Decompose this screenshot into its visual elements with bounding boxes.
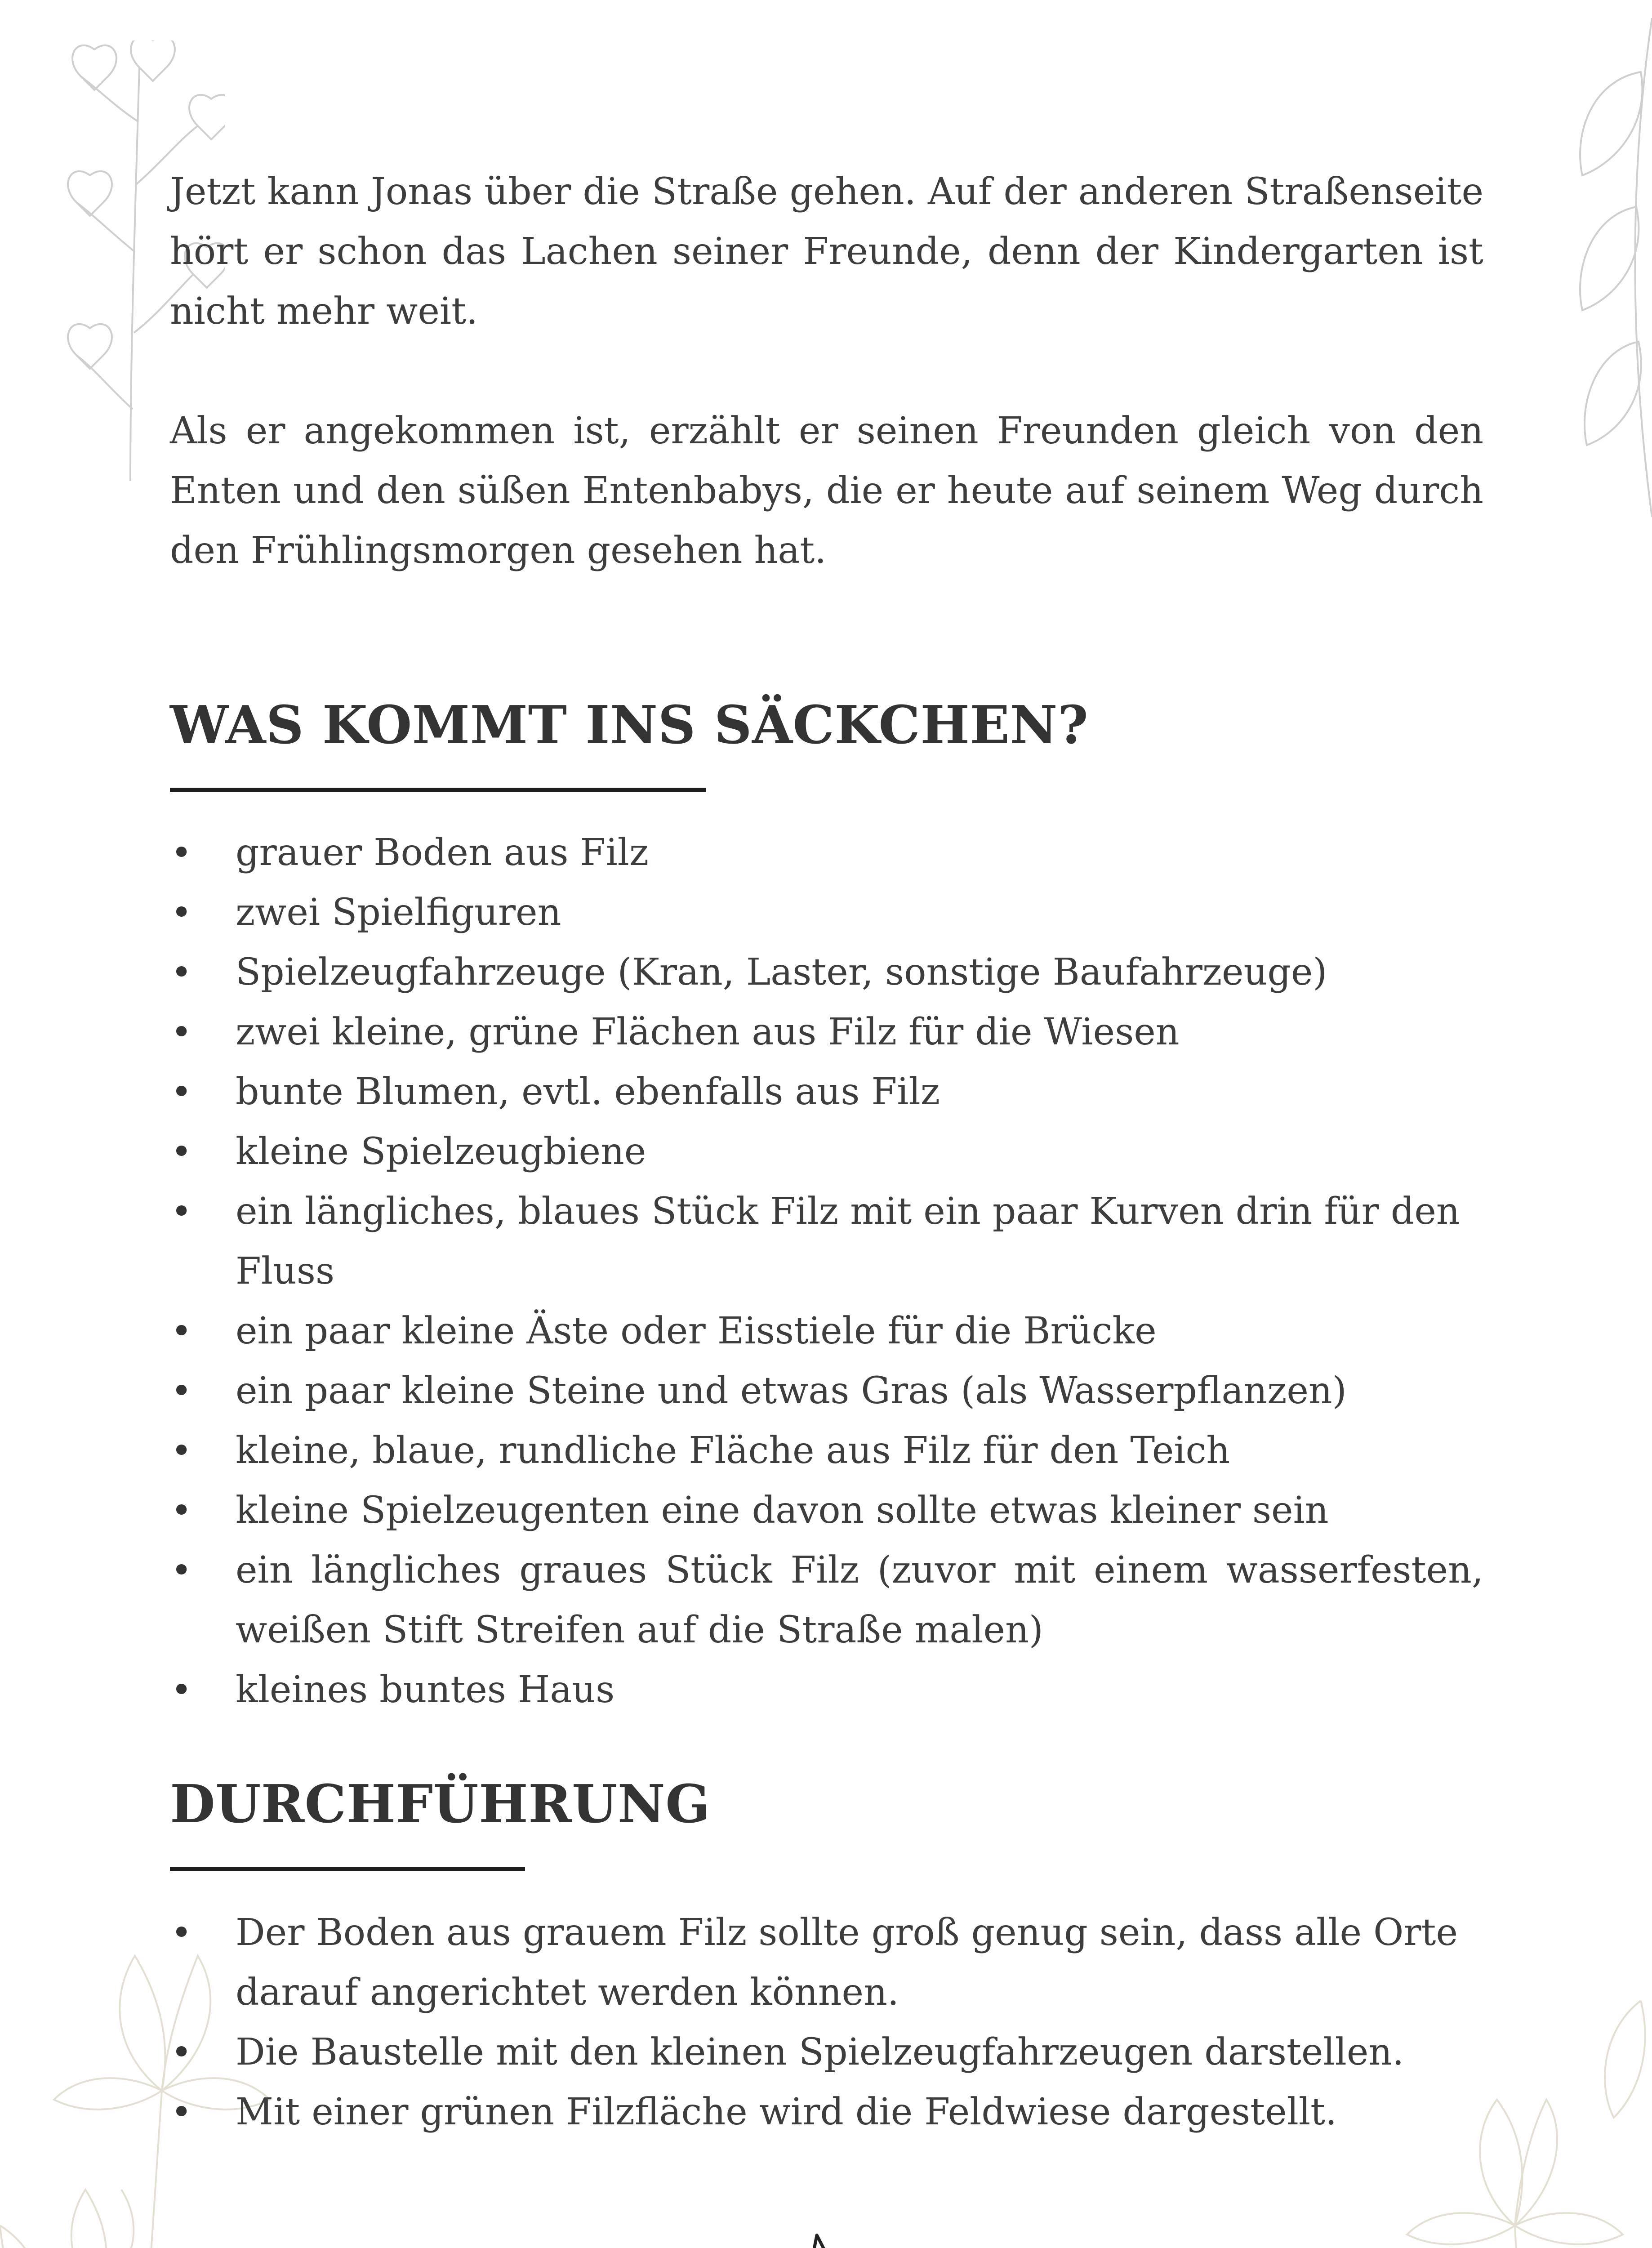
- materials-list: [170, 823, 1483, 1720]
- procedure-heading-underline: [170, 1867, 525, 1871]
- bullet: •: [171, 1549, 192, 1591]
- bullet: •: [171, 2091, 192, 2133]
- star-icon: [746, 2226, 906, 2248]
- intro-paragraph-1: Jetzt kann Jonas über die Straße gehen. Auf der anderen Straßenseite hört er schon das Lachen seiner Freunde, denn der Kindergarten ist nicht mehr weit.: [170, 170, 1483, 333]
- list-item: • kleine Spielzeugbiene: [170, 1122, 1483, 1182]
- bullet: •: [171, 892, 192, 933]
- list-item: • Mit einer grünen Filzfläche wird die Feldwiese dargestellt.: [170, 2082, 1483, 2142]
- procedure-list: [170, 1903, 1483, 2142]
- bullet: •: [171, 1191, 192, 1232]
- bullet: •: [171, 2031, 192, 2073]
- bullet: •: [171, 951, 192, 993]
- bullet: •: [171, 1430, 192, 1472]
- list-item: • grauer Boden aus Filz: [170, 823, 1483, 883]
- bullet: •: [171, 1131, 192, 1173]
- list-item: • Spielzeugfahrzeuge (Kran, Laster, sonstige Baufahrzeuge): [170, 942, 1483, 1002]
- bullet: •: [171, 1490, 192, 1531]
- materials-heading-underline: [170, 788, 706, 792]
- bullet: •: [171, 1310, 192, 1352]
- list-item: • Die Baustelle mit den kleinen Spielzeugfahrzeugen darstellen.: [170, 2022, 1483, 2082]
- bullet: •: [171, 1071, 192, 1113]
- list-item: • ein längliches, blaues Stück Filz mit ein paar Kurven drin für den Fluss: [170, 1182, 1483, 1301]
- bullet: •: [171, 1370, 192, 1412]
- intro-paragraph-2: Als er angekommen ist, erzählt er seinen Freunden gleich von den Enten und den süßen Entenbabys, die er heute auf seinem Weg durch den Frühlingsmorgen gesehen hat.: [170, 410, 1483, 572]
- list-item: • kleine, blaue, rundliche Fläche aus Filz für den Teich: [170, 1421, 1483, 1481]
- list-item: • kleine Spielzeugenten eine davon sollte etwas kleiner sein: [170, 1481, 1483, 1540]
- bullet: •: [171, 1011, 192, 1053]
- bullet: •: [171, 1912, 192, 1954]
- list-item: • zwei kleine, grüne Flächen aus Filz für die Wiesen: [170, 1002, 1483, 1062]
- list-item: • Der Boden aus grauem Filz sollte groß genug sein, dass alle Orte darauf angerichtet werden können.: [170, 1903, 1483, 2022]
- procedure-heading: DURCHFÜHRUNG: [170, 1774, 710, 1835]
- list-item: • ein paar kleine Steine und etwas Gras (als Wasserpflanzen): [170, 1361, 1483, 1421]
- materials-heading: WAS KOMMT INS SÄCKCHEN?: [170, 695, 1089, 756]
- leaf-branch-icon: [1564, 18, 1652, 517]
- bullet: •: [171, 1669, 192, 1711]
- list-item: • kleines buntes Haus: [170, 1660, 1483, 1720]
- bullet: •: [171, 832, 192, 874]
- list-item: • bunte Blumen, evtl. ebenfalls aus Filz: [170, 1062, 1483, 1122]
- list-item: • ein paar kleine Äste oder Eisstiele für die Brücke: [170, 1301, 1483, 1361]
- list-item: • zwei Spielfiguren: [170, 883, 1483, 942]
- list-item: • ein längliches graues Stück Filz (zuvor mit einem wasserfesten, weißen Stift Streifen auf die Straße malen): [170, 1540, 1483, 1660]
